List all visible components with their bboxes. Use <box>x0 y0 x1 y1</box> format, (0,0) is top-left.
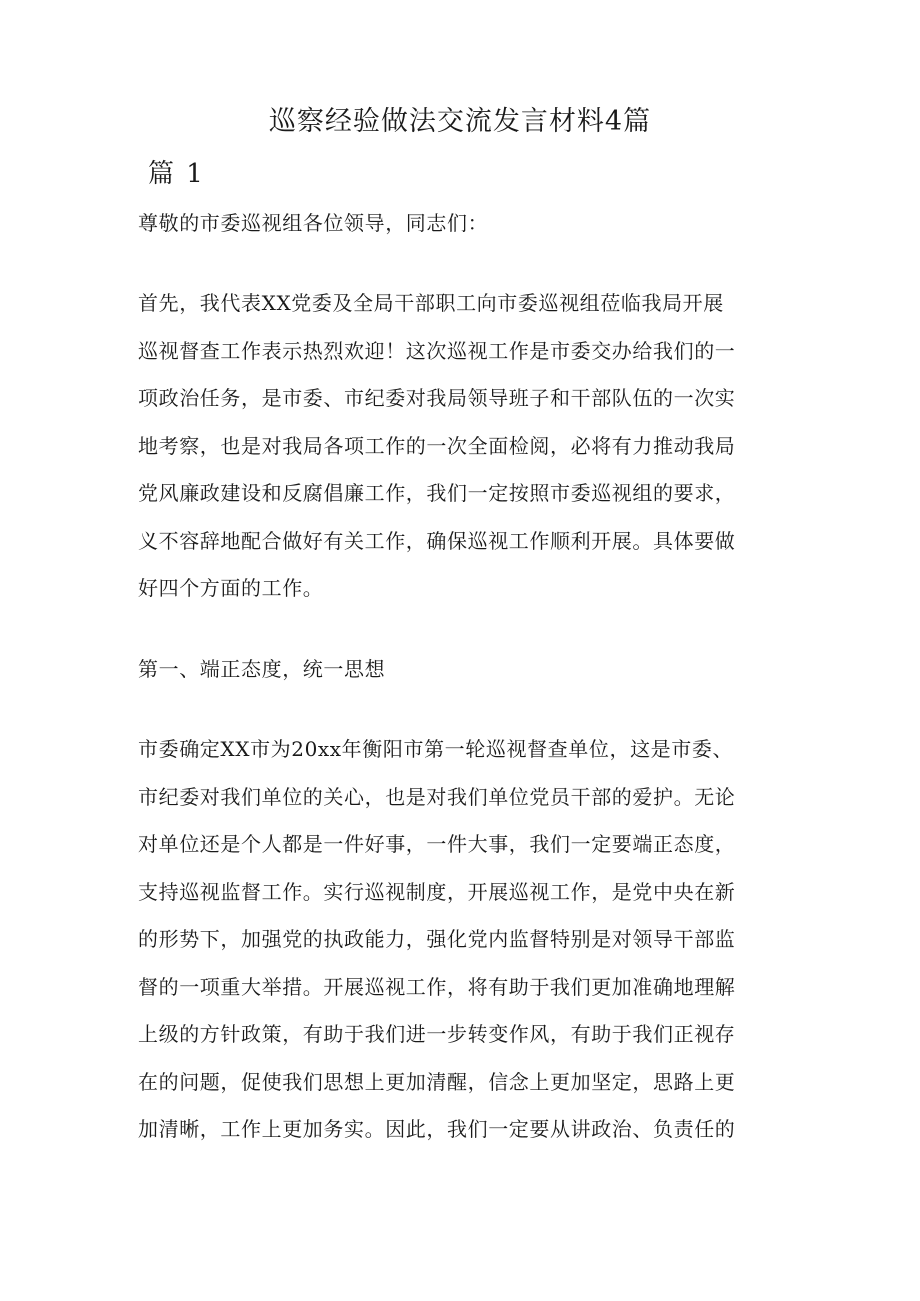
paragraph-2 <box>138 726 778 1154</box>
section-heading: 篇 1 <box>148 159 205 189</box>
paragraph-line: 义不容辞地配合做好有关工作，确保巡视工作顺利开展。具体要做 <box>138 528 736 553</box>
paragraph-line: 项政治任务，是市委、市纪委对我局领导班子和干部队伍的一次实 <box>138 386 736 410</box>
paragraph-line: 首先，我代表XX党委及全局干部职工向市委巡视组莅临我局开展 <box>138 291 724 315</box>
document-title: 巡察经验做法交流发言材料4篇 <box>268 106 652 137</box>
paragraph-line: 市纪委对我们单位的关心，也是对我们单位党员干部的爱护。无论 <box>138 784 736 809</box>
paragraph-line: 加清晰，工作上更加务实。因此，我们一定要从讲政治、负责任的 <box>138 1117 736 1141</box>
subheading: 第一、端正态度，统一思想 <box>138 657 386 681</box>
paragraph-1 <box>138 280 778 613</box>
paragraph-line: 支持巡视监督工作。实行巡视制度，开展巡视工作，是党中央在新 <box>138 879 736 904</box>
paragraph-line: 巡视督查工作表示热烈欢迎！这次巡视工作是市委交办给我们的一 <box>138 338 736 363</box>
paragraph-line: 督的一项重大举措。开展巡视工作，将有助于我们更加准确地理解 <box>138 974 736 999</box>
paragraph-line: 对单位还是个人都是一件好事，一件大事，我们一定要端正态度， <box>138 832 736 856</box>
paragraph-line: 的形势下，加强党的执政能力，强化党内监督特别是对领导干部监 <box>138 927 736 951</box>
greeting: 尊敬的市委巡视组各位领导，同志们： <box>138 211 489 235</box>
paragraph-line: 地考察，也是对我局各项工作的一次全面检阅，必将有力推动我局 <box>138 433 736 458</box>
paragraph-line: 好四个方面的工作。 <box>138 576 324 600</box>
paragraph-line: 党风廉政建设和反腐倡廉工作，我们一定按照市委巡视组的要求， <box>138 481 736 505</box>
paragraph-line: 在的问题，促使我们思想上更加清醒，信念上更加坚定，思路上更 <box>138 1069 736 1094</box>
paragraph-line: 市委确定XX市为20xx年衡阳市第一轮巡视督查单位，这是市委、 <box>138 737 734 761</box>
paragraph-line: 上级的方针政策，有助于我们进一步转变作风，有助于我们正视存 <box>138 1022 736 1046</box>
